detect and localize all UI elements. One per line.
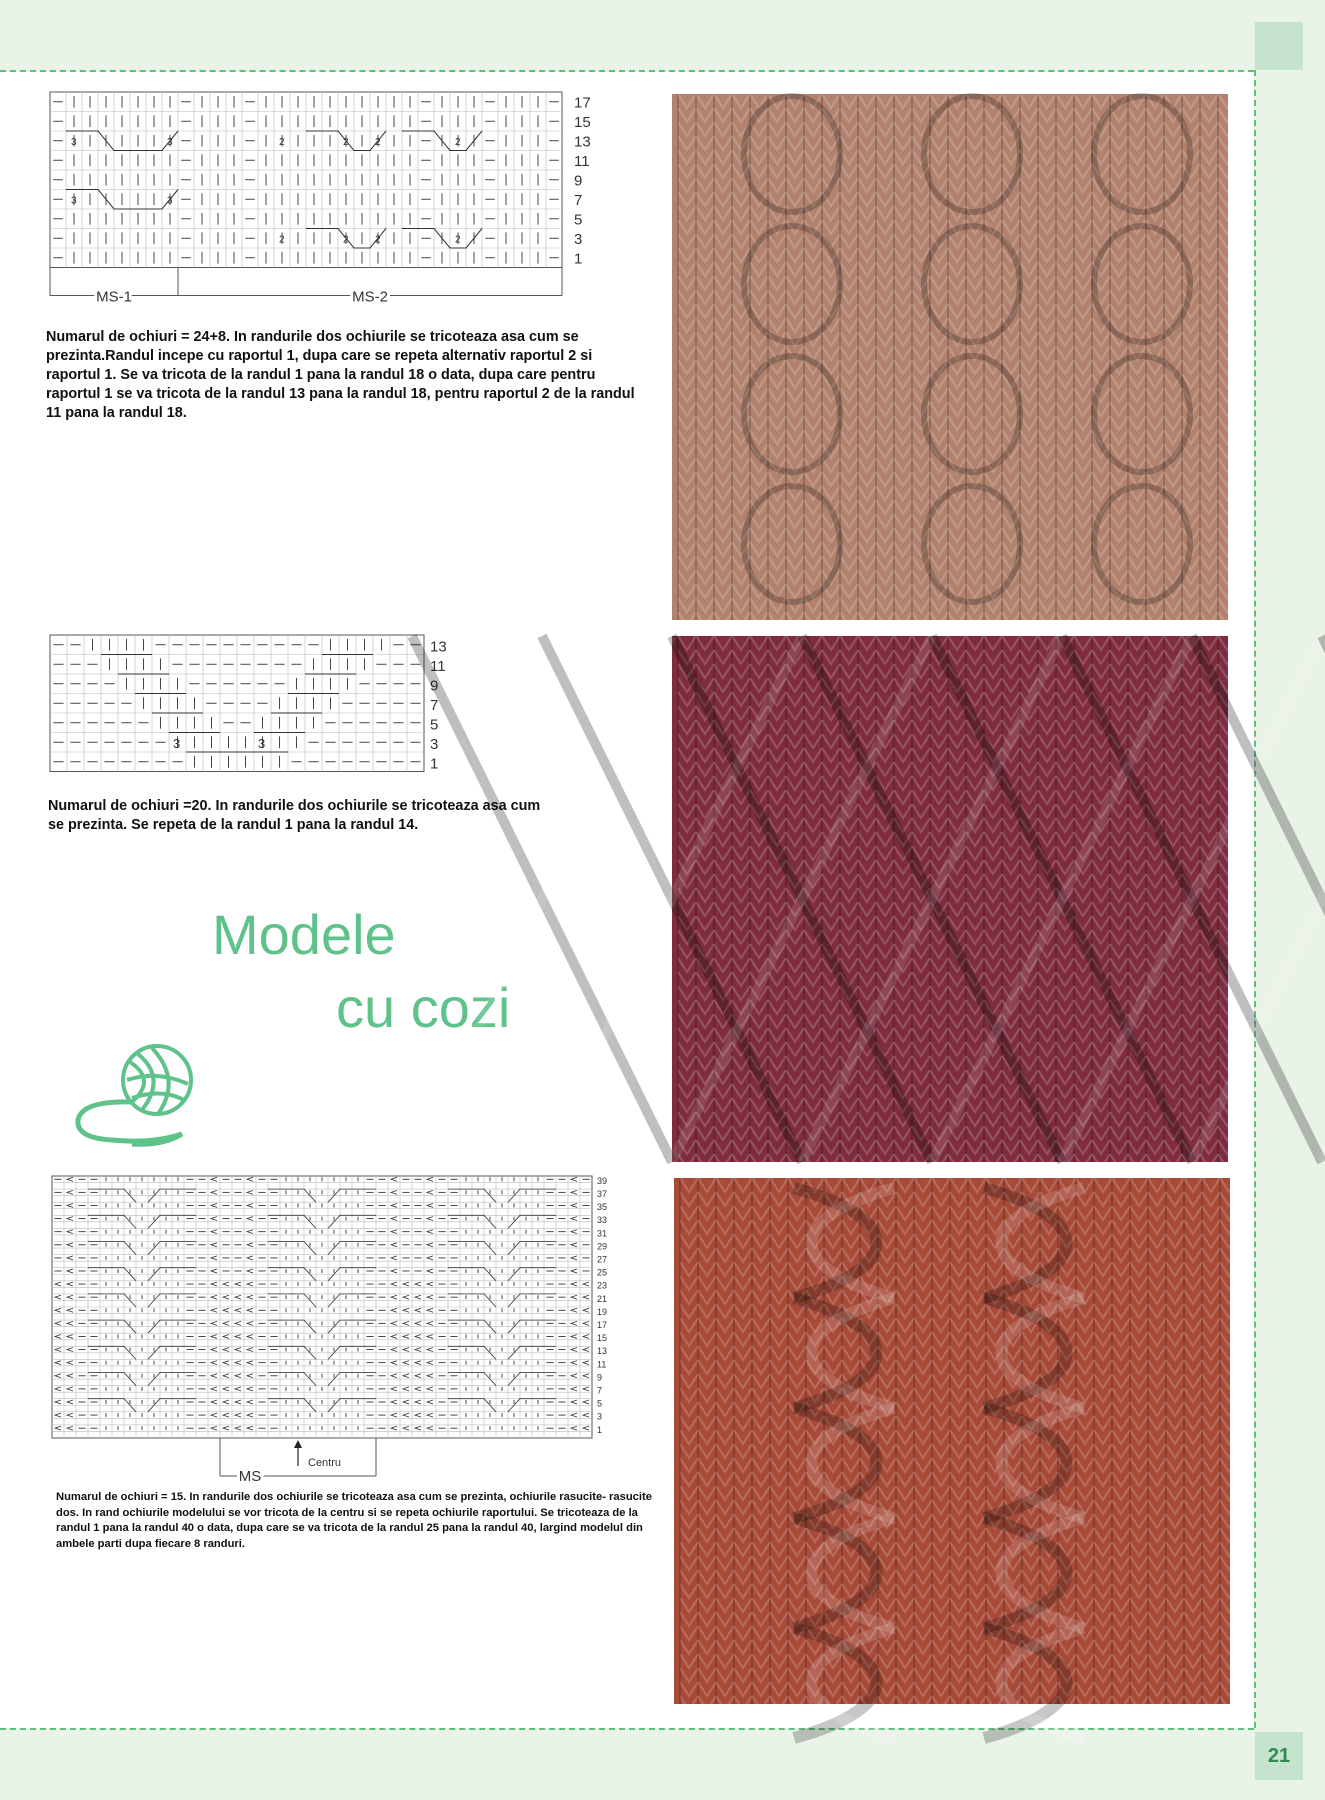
row-number: 15 (574, 114, 591, 132)
section-title-line2: cu cozi (336, 976, 511, 1039)
top-dashed-border (0, 70, 1254, 72)
cell-mark: 2 (375, 137, 381, 149)
row-number: 31 (597, 1228, 608, 1239)
row-number: 7 (597, 1385, 603, 1396)
cell-mark: 3 (173, 736, 181, 752)
row-number: 9 (597, 1372, 603, 1383)
row-number: 15 (597, 1333, 608, 1344)
row-number: 27 (597, 1254, 608, 1265)
row-number: 5 (597, 1398, 603, 1409)
row-number: 19 (597, 1306, 608, 1317)
row-number: 11 (430, 658, 446, 676)
cell-mark: 2 (279, 137, 285, 149)
center-label: Centru (308, 1457, 342, 1469)
row-number: 11 (574, 153, 590, 171)
row-number: 23 (597, 1280, 608, 1291)
yarn-ball-icon (72, 1040, 202, 1155)
center-arrow-head (294, 1440, 302, 1448)
pattern1-description: Numarul de ochiuri = 24+8. In randurile dos ochiurile se tricoteaza asa cum se prezinta.Randul incepe cu raportul 1, dupa care se repeta alternativ raportul 2 si raportul 1. Se va tricota de la randul 1 pana la randul 18 o data, dupa care pentru raportul 1 se va tricota de la randul 13 pana la randul 18, pentru raportul 2 de la randul 11 pana la randul 18. (46, 329, 635, 421)
right-dashed-border (1254, 70, 1256, 1728)
pattern2-description: Numarul de ochiuri =20. In randurile dos ochiurile se tricoteaza asa cum se prezinta. Se repeta de la randul 1 pana la randul 14. (48, 798, 541, 833)
cell-mark: 2 (455, 137, 461, 149)
row-number: 37 (597, 1188, 608, 1199)
knitting-chart-2 (48, 633, 468, 775)
cell-mark: 3 (167, 137, 173, 149)
ms2-label: MS-2 (352, 288, 388, 306)
row-number: 17 (574, 94, 591, 112)
ms-label: MS (238, 1468, 262, 1485)
pattern2-photo (672, 636, 1228, 1162)
row-number: 33 (597, 1215, 608, 1226)
cell-mark: 3 (258, 736, 266, 752)
section-title-line1: Modele (212, 903, 396, 966)
knitting-chart-3 (50, 1174, 650, 1484)
row-number: 9 (574, 172, 583, 190)
row-number: 7 (430, 697, 439, 715)
cell-mark: 2 (455, 234, 461, 246)
ms1-label: MS-1 (96, 288, 132, 306)
cell-mark: 3 (71, 195, 77, 207)
pattern3-photo (674, 1178, 1230, 1704)
cell-mark: 3 (167, 195, 173, 207)
row-number: 39 (597, 1175, 608, 1186)
row-number: 3 (597, 1411, 603, 1422)
corner-decoration (1255, 22, 1303, 70)
row-number: 5 (430, 716, 439, 734)
row-number: 17 (597, 1319, 608, 1330)
row-number: 1 (574, 250, 583, 268)
row-number: 1 (430, 755, 439, 773)
row-number: 11 (597, 1359, 607, 1370)
row-number: 21 (597, 1293, 608, 1304)
row-number: 3 (574, 231, 583, 249)
cell-mark: 2 (343, 234, 349, 246)
row-number: 7 (574, 192, 583, 210)
row-number: 13 (430, 638, 447, 656)
row-number: 1 (597, 1424, 603, 1435)
row-number: 29 (597, 1241, 608, 1252)
pattern3-description: Numarul de ochiuri = 15. In randurile dos ochiurile se tricoteaza asa cum se prezinta, ochiurile rasucite- rasucite dos. In rand ochiurile modelului se vor tricota de la centru si se repeta ochiurile raportului. Se tricoteaza de la randul 1 pana la randul 40 o data, dupa care se va tricota de la randul 25 pana la randul 40, largind modelul din ambele parti dupa fiecare 8 randuri. (56, 1491, 652, 1550)
row-number: 9 (430, 677, 439, 695)
cell-mark: 2 (343, 137, 349, 149)
row-number: 13 (597, 1346, 608, 1357)
cell-mark: 2 (279, 234, 285, 246)
row-number: 13 (574, 133, 591, 151)
row-number: 5 (574, 211, 583, 229)
row-number: 3 (430, 736, 439, 754)
cell-mark: 3 (71, 137, 77, 149)
page-number: 21 (1255, 1732, 1303, 1780)
knitting-chart-1 (48, 90, 591, 310)
cell-mark: 2 (375, 234, 381, 246)
row-number: 35 (597, 1202, 608, 1213)
pattern1-photo (672, 94, 1228, 620)
row-number: 25 (597, 1267, 608, 1278)
